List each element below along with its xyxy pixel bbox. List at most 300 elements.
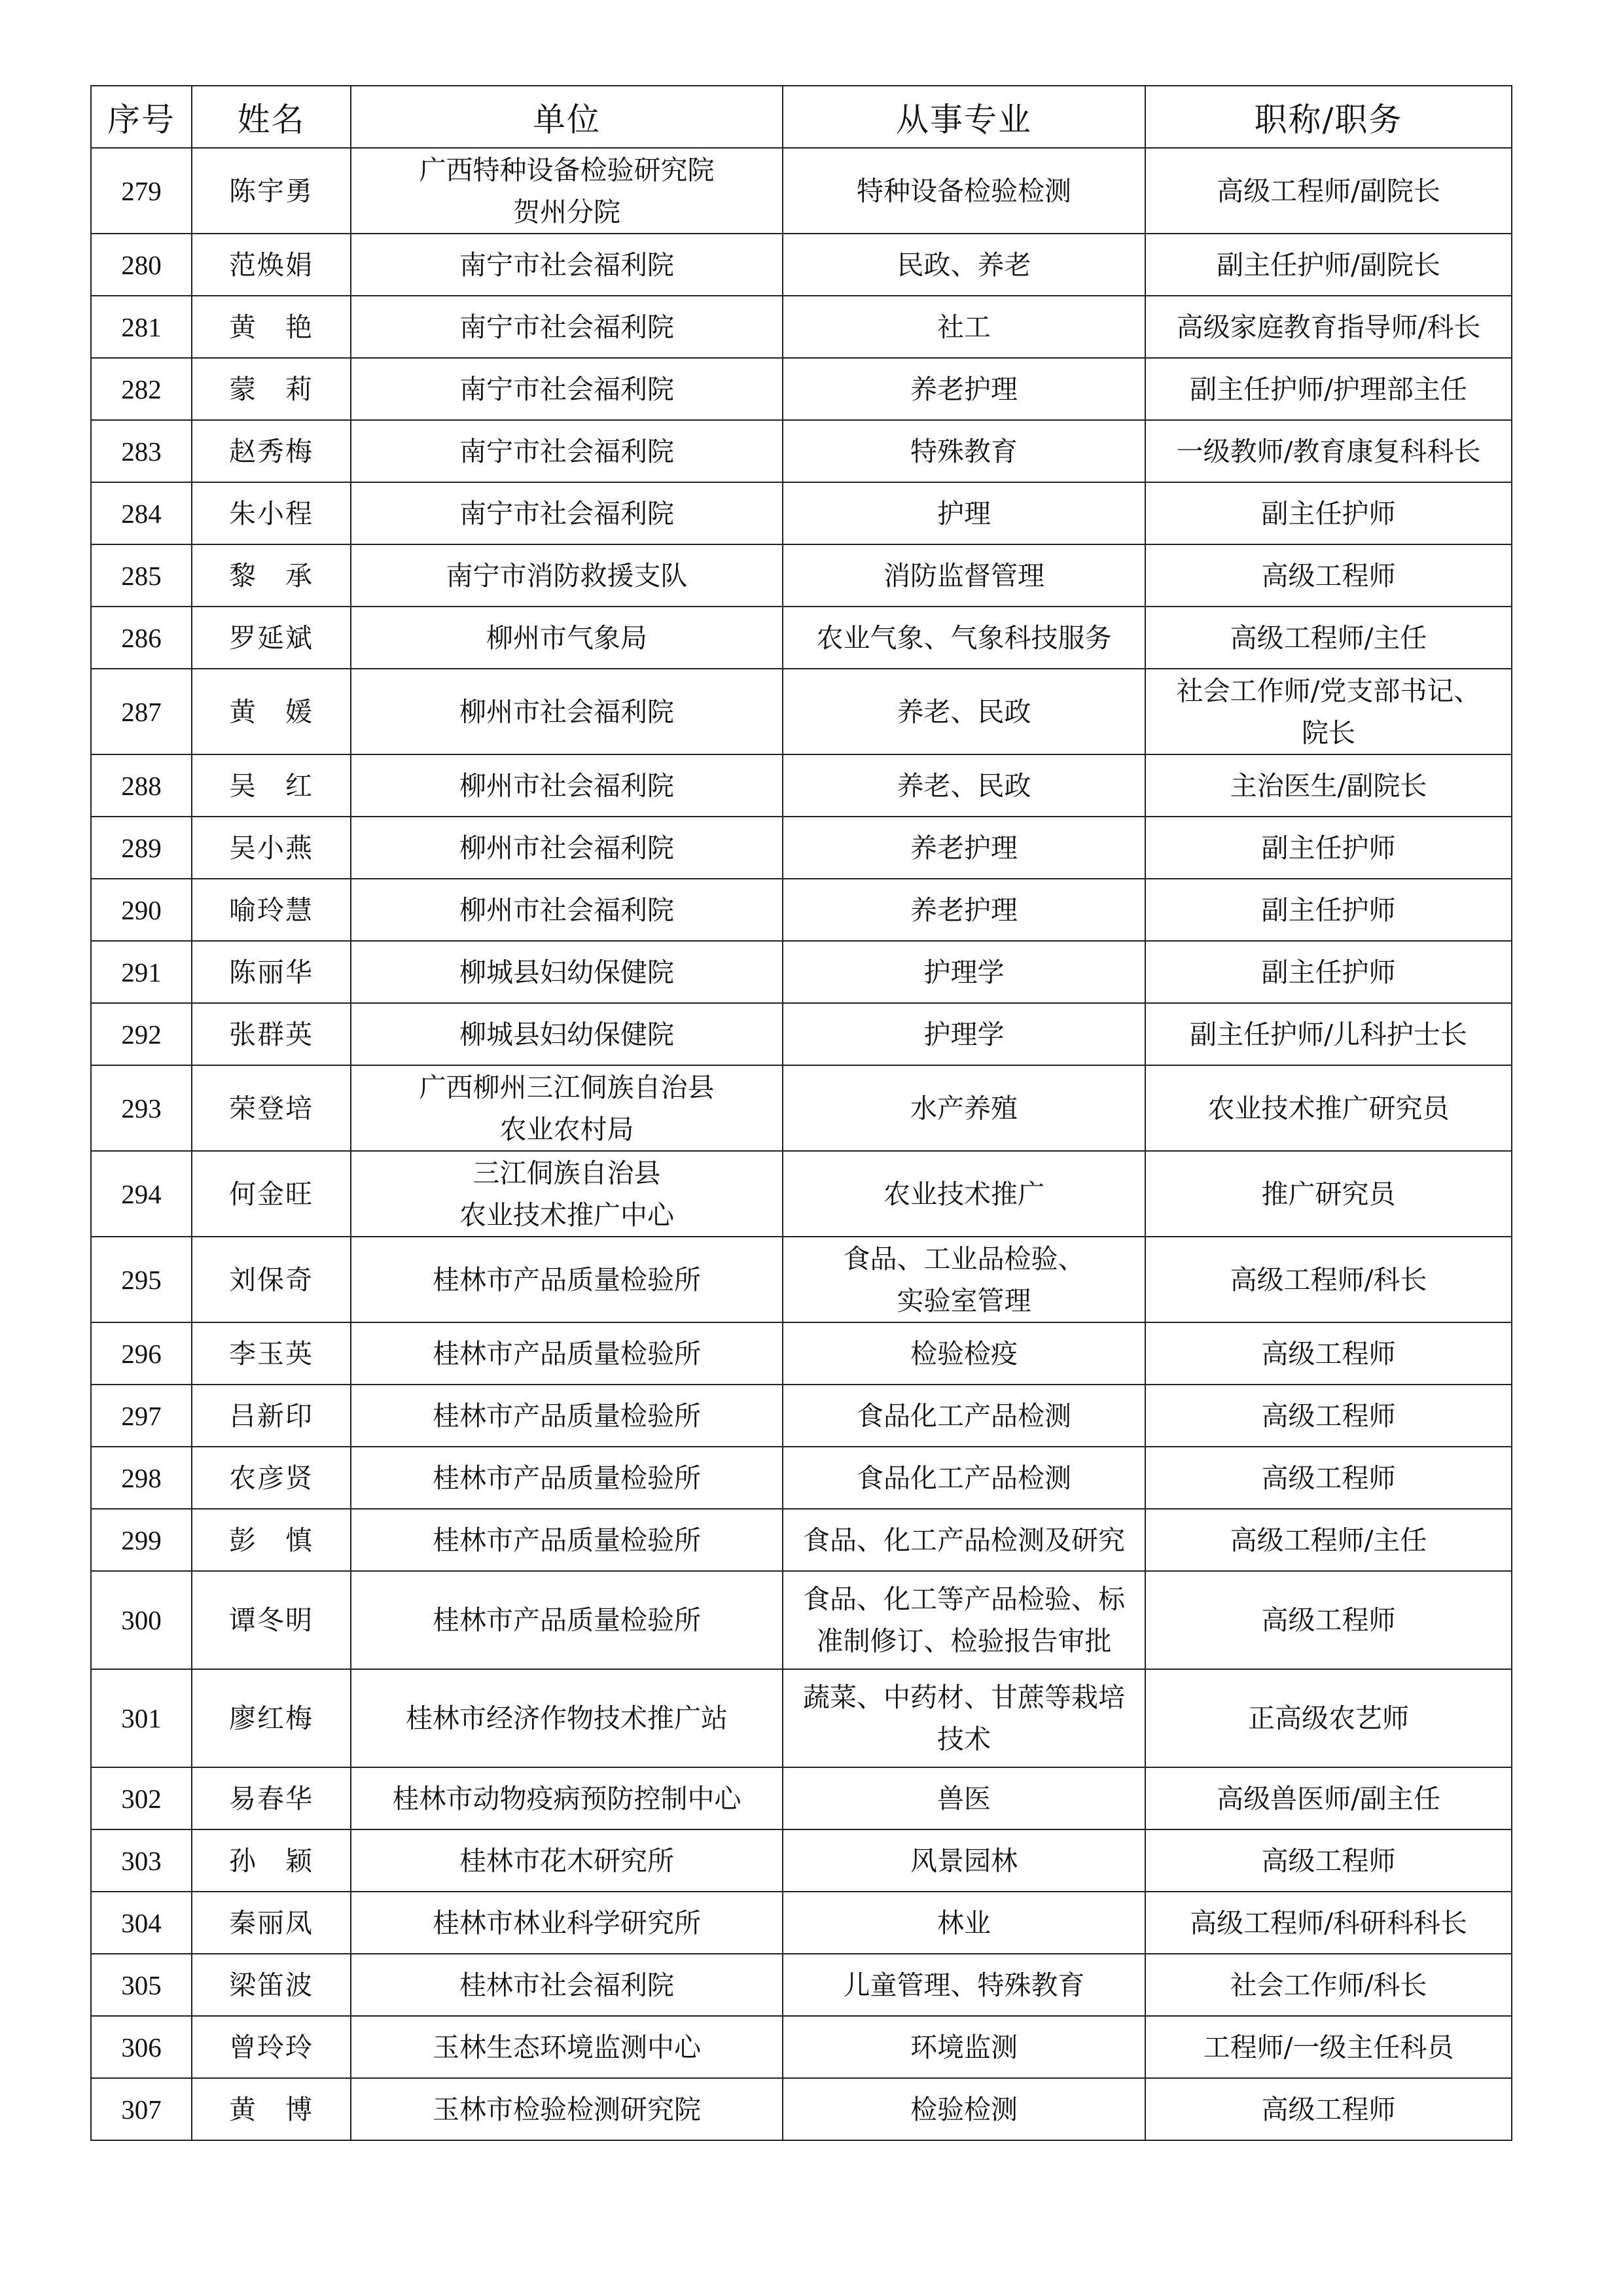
cell-unit: [351, 754, 783, 817]
cell-number-text: 282: [121, 374, 162, 404]
cell-number-text: 288: [121, 770, 162, 801]
cell-number-text: 289: [121, 832, 162, 863]
cell-number-text: 295: [121, 1264, 162, 1295]
cell-number: [91, 1509, 192, 1571]
cell-field-text: 农业气象、气象科技服务: [816, 622, 1112, 654]
cell-unit: [351, 2016, 783, 2078]
cell-unit-text: 南宁市社会福利院: [459, 249, 674, 281]
cell-name-text: 孙 颖: [229, 1845, 313, 1877]
cell-name-text: 黄 媛: [229, 696, 313, 728]
cell-field: [783, 879, 1145, 941]
cell-field-text: 护理: [937, 497, 991, 529]
cell-field-text: 养老护理: [910, 373, 1018, 405]
cell-name: [192, 482, 351, 544]
cell-unit-text: 南宁市社会福利院: [459, 435, 674, 467]
cell-unit-text: 柳城县妇幼保健院: [459, 1018, 674, 1050]
cell-title-text: 高级工程师: [1261, 1400, 1396, 1432]
cell-unit: [351, 941, 783, 1003]
cell-number: [91, 234, 192, 296]
cell-name: [192, 879, 351, 941]
cell-number: [91, 1829, 192, 1892]
cell-name: [192, 1322, 351, 1385]
cell-title-text: 高级工程师: [1261, 2093, 1396, 2125]
header-row: [91, 86, 1512, 148]
table-row: [91, 148, 1512, 234]
cell-number: [91, 2078, 192, 2140]
cell-title-text: 高级工程师: [1261, 1337, 1396, 1369]
cell-number-text: 297: [121, 1400, 162, 1431]
cell-name: [192, 607, 351, 669]
cell-name-text: 陈丽华: [229, 956, 313, 988]
table-row: [91, 234, 1512, 296]
cell-field: [783, 1509, 1145, 1571]
cell-number: [91, 1669, 192, 1767]
table-row: [91, 1385, 1512, 1447]
table-row: [91, 607, 1512, 669]
cell-unit: [351, 544, 783, 607]
cell-title-text: 高级工程师/科研科科长: [1190, 1907, 1467, 1939]
cell-unit: [351, 1954, 783, 2016]
cell-name-text: 赵秀梅: [229, 435, 313, 467]
cell-unit-text: 南宁市社会福利院: [459, 373, 674, 405]
cell-name-text: 朱小程: [229, 497, 313, 529]
cell-unit-text: 桂林市林业科学研究所: [433, 1907, 701, 1939]
cell-number-text: 304: [121, 1907, 162, 1938]
cell-title: [1145, 2016, 1512, 2078]
header-number: 序号: [91, 86, 192, 148]
table-row: [91, 1003, 1512, 1065]
cell-field: [783, 941, 1145, 1003]
cell-number: [91, 296, 192, 358]
cell-name: [192, 1669, 351, 1767]
table-row: [91, 1954, 1512, 2016]
cell-number: [91, 607, 192, 669]
cell-title-text: 高级工程师: [1261, 1462, 1396, 1494]
header-title: 职称/职务: [1145, 86, 1512, 148]
cell-field-text: 林业: [937, 1907, 991, 1939]
cell-name-text: 农彦贤: [229, 1462, 313, 1494]
cell-unit: [351, 1571, 783, 1669]
cell-name-text: 黄 博: [229, 2093, 313, 2125]
cell-number-text: 285: [121, 560, 162, 591]
cell-name: [192, 669, 351, 754]
table-row: [91, 817, 1512, 879]
cell-name-text: 蒙 莉: [229, 373, 313, 405]
cell-title-text: 社会工作师/党支部书记、 院长: [1176, 675, 1481, 749]
cell-title-text: 农业技术推广研究员: [1207, 1092, 1450, 1124]
cell-field: [783, 1669, 1145, 1767]
cell-title-text: 副主任护师/儿科护士长: [1190, 1018, 1467, 1050]
header-name: 姓名: [192, 86, 351, 148]
roster-sheet: [90, 85, 1511, 2141]
cell-title-text: 高级工程师/主任: [1230, 1524, 1427, 1556]
cell-title: [1145, 941, 1512, 1003]
cell-field-text: 民政、养老: [897, 249, 1031, 281]
cell-unit-text: 柳州市社会福利院: [459, 894, 674, 926]
cell-unit: [351, 669, 783, 754]
cell-title: [1145, 2078, 1512, 2140]
cell-title: [1145, 1385, 1512, 1447]
cell-title-text: 主治医生/副院长: [1230, 769, 1427, 802]
table-row: [91, 1829, 1512, 1892]
table-row: [91, 1892, 1512, 1954]
cell-title: [1145, 1669, 1512, 1767]
cell-title-text: 副主任护师: [1261, 956, 1396, 988]
cell-unit-text: 桂林市社会福利院: [459, 1969, 674, 2001]
cell-title-text: 高级工程师: [1261, 559, 1396, 592]
cell-name: [192, 1447, 351, 1509]
cell-field: [783, 420, 1145, 482]
cell-title: [1145, 1447, 1512, 1509]
cell-title: [1145, 148, 1512, 234]
cell-number: [91, 1447, 192, 1509]
cell-title: [1145, 817, 1512, 879]
cell-number-text: 303: [121, 1845, 162, 1876]
cell-unit-text: 柳州市社会福利院: [459, 769, 674, 802]
cell-field-text: 特殊教育: [910, 435, 1018, 467]
cell-title: [1145, 420, 1512, 482]
cell-name-text: 易春华: [229, 1782, 313, 1814]
cell-unit: [351, 482, 783, 544]
cell-title: [1145, 1892, 1512, 1954]
cell-name: [192, 1151, 351, 1237]
cell-number-text: 298: [121, 1462, 162, 1493]
cell-name: [192, 817, 351, 879]
cell-name: [192, 420, 351, 482]
cell-field: [783, 1151, 1145, 1237]
cell-title-text: 副主任护师/护理部主任: [1190, 373, 1467, 405]
cell-field: [783, 754, 1145, 817]
cell-unit: [351, 1237, 783, 1322]
cell-number-text: 284: [121, 498, 162, 529]
table-row: [91, 941, 1512, 1003]
cell-field: [783, 669, 1145, 754]
cell-title: [1145, 1571, 1512, 1669]
cell-title: [1145, 879, 1512, 941]
cell-name-text: 罗延斌: [229, 622, 313, 654]
cell-name-text: 黄 艳: [229, 311, 313, 343]
cell-field-text: 风景园林: [910, 1845, 1018, 1877]
cell-number: [91, 358, 192, 420]
cell-field-text: 食品、化工产品检测及研究: [803, 1524, 1125, 1556]
cell-number-text: 302: [121, 1783, 162, 1814]
cell-number: [91, 544, 192, 607]
cell-name: [192, 1065, 351, 1151]
cell-title: [1145, 358, 1512, 420]
table-row: [91, 420, 1512, 482]
cell-name: [192, 2078, 351, 2140]
cell-name: [192, 1571, 351, 1669]
cell-name: [192, 941, 351, 1003]
header-unit: 单位: [351, 86, 783, 148]
cell-field-text: 检验检疫: [910, 1337, 1018, 1369]
cell-field-text: 养老、民政: [897, 769, 1031, 802]
cell-number-text: 306: [121, 2032, 162, 2062]
cell-title-text: 高级工程师: [1261, 1845, 1396, 1877]
cell-unit-text: 广西特种设备检验研究院 贺州分院: [419, 154, 715, 228]
cell-name: [192, 1509, 351, 1571]
cell-unit: [351, 1447, 783, 1509]
cell-unit: [351, 607, 783, 669]
cell-unit: [351, 1003, 783, 1065]
cell-field-text: 护理学: [923, 1018, 1005, 1050]
cell-number-text: 287: [121, 696, 162, 727]
cell-number: [91, 754, 192, 817]
cell-title: [1145, 1954, 1512, 2016]
cell-number-text: 299: [121, 1525, 162, 1555]
cell-title-text: 副主任护师: [1261, 497, 1396, 529]
cell-unit: [351, 234, 783, 296]
cell-unit-text: 南宁市社会福利院: [459, 497, 674, 529]
cell-unit-text: 桂林市产品质量检验所: [433, 1400, 701, 1432]
table-row: [91, 754, 1512, 817]
cell-name-text: 梁笛波: [229, 1969, 313, 2001]
cell-name: [192, 296, 351, 358]
cell-number-text: 292: [121, 1019, 162, 1050]
cell-name-text: 张群英: [229, 1018, 313, 1050]
cell-name-text: 吴 红: [229, 769, 313, 802]
cell-field: [783, 544, 1145, 607]
cell-number: [91, 2016, 192, 2078]
cell-title-text: 副主任护师: [1261, 894, 1396, 926]
cell-unit-text: 柳州市社会福利院: [459, 696, 674, 728]
cell-unit-text: 柳城县妇幼保健院: [459, 956, 674, 988]
cell-name: [192, 1003, 351, 1065]
cell-name: [192, 2016, 351, 2078]
cell-name: [192, 1237, 351, 1322]
cell-number-text: 294: [121, 1178, 162, 1209]
cell-title-text: 工程师/一级主任科员: [1203, 2031, 1454, 2063]
cell-field: [783, 1767, 1145, 1829]
cell-title-text: 高级工程师: [1261, 1604, 1396, 1636]
cell-field: [783, 482, 1145, 544]
cell-title: [1145, 1829, 1512, 1892]
cell-field-text: 兽医: [937, 1782, 991, 1814]
cell-field: [783, 1322, 1145, 1385]
cell-number: [91, 1003, 192, 1065]
cell-number: [91, 817, 192, 879]
table-row: [91, 669, 1512, 754]
cell-title: [1145, 234, 1512, 296]
cell-number: [91, 1571, 192, 1669]
cell-number: [91, 1151, 192, 1237]
table-row: [91, 1571, 1512, 1669]
table-row: [91, 358, 1512, 420]
cell-number-text: 290: [121, 894, 162, 925]
table-row: [91, 1065, 1512, 1151]
cell-field: [783, 1385, 1145, 1447]
table-row: [91, 879, 1512, 941]
cell-unit: [351, 1767, 783, 1829]
roster-table: [90, 85, 1512, 2141]
cell-number: [91, 148, 192, 234]
table-row: [91, 1669, 1512, 1767]
cell-unit: [351, 817, 783, 879]
cell-name-text: 范焕娟: [229, 249, 313, 281]
cell-field: [783, 2016, 1145, 2078]
cell-unit: [351, 1829, 783, 1892]
cell-number-text: 280: [121, 249, 162, 280]
cell-name-text: 何金旺: [229, 1178, 313, 1210]
cell-field-text: 食品化工产品检测: [857, 1400, 1071, 1432]
table-row: [91, 544, 1512, 607]
cell-unit: [351, 148, 783, 234]
cell-field: [783, 1447, 1145, 1509]
cell-name-text: 刘保奇: [229, 1263, 313, 1296]
cell-field: [783, 1892, 1145, 1954]
cell-title-text: 推广研究员: [1261, 1178, 1396, 1210]
cell-field-text: 养老、民政: [897, 696, 1031, 728]
cell-name-text: 荣登培: [229, 1092, 313, 1124]
cell-name-text: 秦丽凤: [229, 1907, 313, 1939]
cell-title-text: 副主任护师/副院长: [1217, 249, 1440, 281]
cell-unit: [351, 1669, 783, 1767]
cell-name: [192, 148, 351, 234]
cell-field-text: 社工: [937, 311, 991, 343]
cell-unit: [351, 1151, 783, 1237]
cell-number-text: 293: [121, 1093, 162, 1123]
cell-name-text: 吴小燕: [229, 832, 313, 864]
cell-name-text: 吕新印: [229, 1400, 313, 1432]
cell-field: [783, 607, 1145, 669]
table-row: [91, 1237, 1512, 1322]
cell-unit-text: 桂林市产品质量检验所: [433, 1462, 701, 1494]
cell-unit: [351, 420, 783, 482]
cell-field: [783, 148, 1145, 234]
table-row: [91, 296, 1512, 358]
cell-unit: [351, 1322, 783, 1385]
cell-number-text: 279: [121, 175, 162, 206]
cell-name-text: 李玉英: [229, 1337, 313, 1369]
cell-unit-text: 桂林市产品质量检验所: [433, 1524, 701, 1556]
cell-field-text: 水产养殖: [910, 1092, 1018, 1124]
cell-field-text: 养老护理: [910, 832, 1018, 864]
cell-unit-text: 柳州市气象局: [486, 622, 647, 654]
cell-number: [91, 879, 192, 941]
cell-unit-text: 南宁市消防救援支队: [446, 559, 688, 592]
table-row: [91, 482, 1512, 544]
cell-title: [1145, 607, 1512, 669]
cell-number: [91, 1385, 192, 1447]
cell-unit-text: 桂林市产品质量检验所: [433, 1337, 701, 1369]
cell-field: [783, 296, 1145, 358]
cell-unit-text: 桂林市产品质量检验所: [433, 1263, 701, 1296]
cell-number: [91, 482, 192, 544]
cell-name-text: 曾玲玲: [229, 2031, 313, 2063]
cell-field-text: 养老护理: [910, 894, 1018, 926]
cell-field: [783, 1571, 1145, 1669]
cell-name: [192, 1954, 351, 2016]
cell-unit-text: 桂林市动物疫病预防控制中心: [392, 1782, 741, 1814]
cell-field-text: 儿童管理、特殊教育: [843, 1969, 1085, 2001]
table-row: [91, 1447, 1512, 1509]
cell-number: [91, 669, 192, 754]
cell-number: [91, 1767, 192, 1829]
cell-unit: [351, 1509, 783, 1571]
cell-number: [91, 1237, 192, 1322]
cell-name: [192, 1767, 351, 1829]
cell-name-text: 谭冬明: [229, 1604, 313, 1636]
cell-name-text: 黎 承: [229, 559, 313, 592]
cell-title-text: 社会工作师/科长: [1230, 1969, 1427, 2001]
cell-name: [192, 1385, 351, 1447]
cell-name: [192, 1892, 351, 1954]
cell-title-text: 高级家庭教育指导师/科长: [1176, 311, 1481, 343]
cell-field: [783, 1954, 1145, 2016]
cell-title-text: 高级工程师/主任: [1230, 622, 1427, 654]
cell-number-text: 305: [121, 1969, 162, 2000]
cell-number-text: 286: [121, 622, 162, 653]
cell-name-text: 陈宇勇: [229, 175, 313, 207]
cell-field: [783, 234, 1145, 296]
cell-number-text: 291: [121, 957, 162, 987]
cell-title: [1145, 544, 1512, 607]
cell-number: [91, 1322, 192, 1385]
cell-name: [192, 754, 351, 817]
cell-field: [783, 1829, 1145, 1892]
cell-unit-text: 玉林市检验检测研究院: [433, 2093, 701, 2125]
cell-field-text: 消防监督管理: [883, 559, 1044, 592]
cell-name-text: 喻玲慧: [229, 894, 313, 926]
cell-number-text: 300: [121, 1605, 162, 1635]
table-row: [91, 1767, 1512, 1829]
table-row: [91, 1151, 1512, 1237]
cell-number-text: 296: [121, 1338, 162, 1369]
cell-field: [783, 358, 1145, 420]
cell-title: [1145, 754, 1512, 817]
cell-name-text: 彭 慎: [229, 1524, 313, 1556]
cell-title: [1145, 1767, 1512, 1829]
table-row: [91, 1322, 1512, 1385]
cell-number-text: 301: [121, 1703, 162, 1733]
cell-unit-text: 桂林市花木研究所: [459, 1845, 674, 1877]
table-row: [91, 2016, 1512, 2078]
cell-unit: [351, 1892, 783, 1954]
table-row: [91, 2078, 1512, 2140]
cell-number: [91, 1954, 192, 2016]
cell-field-text: 食品、工业品检验、 实验室管理: [843, 1243, 1085, 1316]
cell-name: [192, 234, 351, 296]
cell-field-text: 护理学: [923, 956, 1005, 988]
cell-title: [1145, 1151, 1512, 1237]
cell-title: [1145, 1065, 1512, 1151]
cell-title-text: 副主任护师: [1261, 832, 1396, 864]
cell-name: [192, 544, 351, 607]
cell-unit: [351, 296, 783, 358]
cell-number: [91, 1065, 192, 1151]
cell-title: [1145, 296, 1512, 358]
cell-unit: [351, 1385, 783, 1447]
roster-body: [91, 148, 1512, 2140]
cell-unit-text: 桂林市经济作物技术推广站: [406, 1703, 728, 1734]
cell-number: [91, 420, 192, 482]
cell-field-text: 食品化工产品检测: [857, 1462, 1071, 1494]
cell-field-text: 特种设备检验检测: [857, 175, 1071, 207]
cell-field: [783, 1237, 1145, 1322]
cell-title-text: 正高级农艺师: [1248, 1703, 1409, 1734]
cell-field-text: 农业技术推广: [883, 1178, 1044, 1210]
cell-field-text: 蔬菜、中药材、甘蔗等栽培 技术: [803, 1682, 1125, 1755]
cell-field-text: 食品、化工等产品检验、标 准制修订、检验报告审批: [803, 1583, 1125, 1657]
header-field: 从事专业: [783, 86, 1145, 148]
cell-name: [192, 358, 351, 420]
cell-number-text: 283: [121, 436, 162, 467]
cell-title: [1145, 482, 1512, 544]
cell-title-text: 一级教师/教育康复科科长: [1176, 435, 1481, 467]
cell-title-text: 高级工程师/科长: [1230, 1263, 1427, 1296]
cell-title: [1145, 1003, 1512, 1065]
cell-unit: [351, 1065, 783, 1151]
